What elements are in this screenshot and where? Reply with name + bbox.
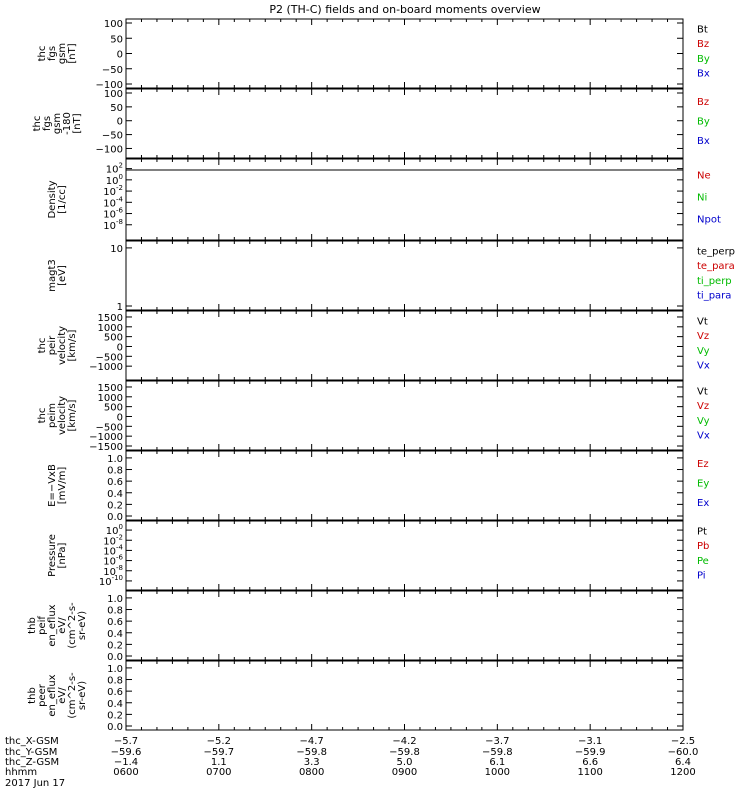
legend-entry-te_perp: te_perp (697, 246, 736, 258)
x-row-value: 0800 (298, 767, 325, 778)
y-axis-label: fgs (42, 115, 53, 132)
x-row-value: −3.1 (578, 736, 603, 747)
y-axis-label: thc (37, 45, 48, 62)
x-row-value: 1100 (577, 767, 603, 778)
x-row-value: −4.2 (392, 736, 417, 747)
panel-9 (27, 591, 683, 663)
y-tick-label: 0.0 (107, 652, 123, 663)
x-row-value: −59.6 (110, 747, 142, 758)
y-tick-label: 0.6 (107, 617, 123, 629)
y-axis-label: velocity (57, 325, 68, 366)
y-tick-label: $10^{-4}$ (103, 195, 123, 210)
y-axis-label: gsm (57, 42, 68, 65)
y-axis-label: magt3 (47, 259, 58, 292)
y-tick-label: −500 (95, 352, 123, 364)
legend-entry-ti_para: ti_para (697, 290, 732, 302)
panel-10 (27, 661, 683, 733)
panel-frame (126, 241, 683, 310)
legend-entry-vy: Vy (697, 345, 710, 357)
y-tick-label: $10^{-6}$ (103, 206, 123, 221)
y-axis-label: thc (37, 407, 48, 424)
y-tick-label: 0.6 (107, 477, 123, 489)
legend-entry-npot: Npot (697, 214, 721, 226)
y-axis-label: thc (32, 115, 43, 132)
y-tick-label: −500 (95, 422, 123, 434)
x-row-label: thc_X-GSM (5, 736, 59, 747)
x-row-value: 6.1 (489, 757, 506, 768)
y-tick-label: 1 (116, 302, 123, 313)
legend-entry-vy: Vy (697, 415, 710, 427)
x-row-value: 5.0 (396, 757, 413, 768)
y-tick-label: 0 (116, 116, 123, 128)
legend-entry-pi: Pi (697, 570, 706, 582)
y-tick-label: 100 (103, 89, 123, 100)
x-row-value: −2.5 (670, 736, 696, 747)
legend-entry-vx: Vx (697, 430, 710, 442)
y-tick-label: 50 (110, 102, 123, 114)
y-tick-label: 0.8 (107, 605, 123, 617)
legend-entry-vx: Vx (697, 360, 710, 372)
legend-entry-bx: Bx (697, 68, 710, 80)
x-row-value: 6.4 (675, 757, 691, 768)
panels-group (27, 19, 735, 733)
y-axis-label: -180 (62, 112, 73, 135)
y-axis-label: thb (27, 617, 38, 634)
y-axis-label: Density (47, 180, 58, 219)
legend-entry-bz: Bz (697, 96, 710, 108)
y-tick-label: 1000 (97, 392, 123, 404)
y-tick-label: $10^{-2}$ (103, 533, 123, 548)
x-row-value: −59.8 (296, 747, 327, 758)
y-axis-label: [km/s] (67, 329, 78, 362)
y-tick-label: 1500 (97, 382, 123, 394)
panel-3 (47, 159, 721, 240)
x-row-value: 0600 (113, 767, 139, 778)
x-row-value: −5.7 (113, 736, 139, 747)
y-tick-label: −50 (101, 64, 123, 76)
y-tick-label: 0 (116, 412, 123, 424)
panel-4 (47, 241, 735, 313)
y-axis-label: [nT] (67, 43, 78, 64)
y-axis-label: velocity (57, 395, 68, 436)
y-tick-label: 0.2 (107, 710, 123, 722)
x-row-value: −3.7 (485, 736, 510, 747)
y-tick-label: 1500 (97, 312, 123, 324)
x-row-value: 6.6 (582, 757, 599, 768)
y-axis-label: [km/s] (67, 399, 78, 432)
x-row-value: −59.8 (389, 747, 420, 758)
panel-2 (32, 89, 710, 158)
panel-frame (126, 381, 683, 450)
legend-entry-bz: Bz (697, 39, 710, 51)
y-tick-label: 0.4 (107, 698, 123, 710)
y-axis-label: peir (47, 335, 58, 356)
y-tick-label: 10 (110, 243, 123, 255)
y-axis-label: Pressure (47, 534, 58, 577)
y-tick-label: 0.2 (107, 640, 123, 652)
x-row-value: 1000 (484, 767, 511, 778)
y-tick-label: $10^{-6}$ (103, 553, 123, 568)
legend-entry-ex: Ex (697, 498, 710, 510)
x-row-value: 1200 (670, 767, 696, 778)
y-tick-label: −1500 (89, 442, 123, 453)
legend-entry-vt: Vt (697, 316, 708, 328)
panel-6 (37, 381, 710, 453)
x-row-value: −59.9 (574, 747, 606, 758)
x-row-value: −4.7 (299, 736, 324, 747)
y-tick-label: $10^{-4}$ (103, 543, 123, 558)
y-tick-label: 1.0 (107, 453, 123, 465)
x-row-value: 3.3 (303, 757, 320, 768)
legend-entry-te_para: te_para (697, 261, 735, 273)
y-axis-label: (cm^2-s- (67, 672, 78, 719)
y-axis-label: (cm^2-s- (67, 602, 78, 649)
legend-entry-vz: Vz (697, 331, 710, 343)
y-axis-label: sr-eV) (77, 610, 88, 641)
y-tick-label: $10^{-10}$ (98, 573, 123, 588)
legend-entry-ti_perp: ti_perp (697, 275, 732, 287)
panel-frame (126, 89, 683, 158)
y-axis-label: peif (37, 616, 48, 635)
legend-entry-by: By (697, 116, 710, 128)
legend-entry-ey: Ey (697, 478, 710, 490)
y-tick-label: 1.0 (107, 593, 123, 605)
legend-entry-pb: Pb (697, 541, 710, 553)
panel-1 (37, 19, 710, 91)
y-tick-label: 0.2 (107, 500, 123, 512)
y-tick-label: 0.6 (107, 687, 123, 699)
legend-entry-ne: Ne (697, 170, 711, 182)
y-tick-label: 500 (103, 332, 123, 344)
y-axis-label: peer (37, 684, 48, 707)
y-tick-label: $10^{-8}$ (103, 563, 123, 578)
y-axis-label: sr-eV) (77, 680, 88, 711)
legend-entry-by: By (697, 53, 710, 65)
x-axis-annotation (5, 736, 698, 789)
y-tick-label: −1000 (89, 432, 123, 444)
y-tick-label: −100 (95, 144, 123, 156)
y-axis-label: peim (47, 402, 58, 429)
y-axis-label: [nT] (72, 113, 83, 134)
y-tick-label: 0.8 (107, 675, 123, 687)
legend-entry-pe: Pe (697, 555, 709, 567)
panel-frame (126, 451, 683, 520)
y-axis-label: eV/ (57, 617, 68, 634)
x-row-value: −60.0 (667, 747, 699, 758)
legend-entry-bt: Bt (697, 24, 708, 36)
y-tick-label: 0.0 (107, 512, 123, 523)
panel-frame (126, 19, 683, 88)
y-tick-label: $10^0$ (105, 523, 123, 538)
y-tick-label: $10^0$ (105, 172, 123, 187)
panel-frame (126, 661, 683, 730)
x-row-label: thc_Y-GSM (5, 747, 58, 758)
y-tick-label: 0.0 (107, 722, 123, 733)
y-tick-label: 1000 (97, 322, 123, 334)
x-row-value: −59.7 (203, 747, 235, 758)
y-axis-label: eV/ (57, 687, 68, 704)
y-tick-label: 50 (110, 34, 123, 46)
y-tick-label: 0 (116, 342, 123, 354)
legend-entry-ni: Ni (697, 192, 708, 204)
y-axis-label: E=−VxB (47, 464, 58, 507)
x-row-value: 1.1 (210, 757, 227, 768)
y-tick-label: 0.4 (107, 628, 123, 640)
x-row-value: −5.2 (206, 736, 231, 747)
y-axis-label: en_eflux (47, 604, 58, 647)
panel-frame (126, 311, 683, 380)
legend-entry-vt: Vt (697, 386, 708, 398)
legend-entry-vz: Vz (697, 401, 710, 413)
legend-entry-ez: Ez (697, 458, 709, 470)
y-axis-label: thc (37, 337, 48, 354)
legend-entry-pt: Pt (697, 526, 707, 538)
date-label: 2017 Jun 17 (5, 778, 66, 789)
panel-7 (47, 451, 709, 523)
x-row-value: 0900 (391, 767, 418, 778)
y-tick-label: 100 (103, 19, 123, 30)
y-axis-label: [1/cc] (57, 185, 68, 214)
x-row-value: −59.8 (482, 747, 513, 758)
panel-5 (37, 311, 710, 380)
plot-title: P2 (TH-C) fields and on-board moments overview (269, 3, 541, 16)
y-tick-label: $10^2$ (105, 161, 123, 176)
y-tick-label: 1.0 (107, 663, 123, 675)
y-axis-label: [eV] (57, 265, 68, 286)
x-row-value: −1.4 (113, 757, 139, 768)
y-tick-label: $10^{-2}$ (103, 184, 123, 199)
x-row-label: hhmm (5, 767, 38, 778)
panel-frame (126, 591, 683, 660)
y-tick-label: 500 (103, 402, 123, 414)
y-tick-label: −1000 (89, 362, 123, 374)
y-tick-label: $10^{-8}$ (103, 217, 123, 232)
y-tick-label: 0.4 (107, 488, 123, 500)
y-tick-label: 0 (116, 49, 123, 61)
x-row-value: 0700 (206, 767, 232, 778)
y-tick-label: 0.8 (107, 465, 123, 477)
y-axis-label: en_eflux (47, 674, 58, 717)
y-tick-label: −100 (95, 80, 123, 91)
panel-frame (126, 521, 683, 590)
y-tick-label: −50 (101, 130, 123, 142)
legend-entry-bx: Bx (697, 136, 710, 148)
x-row-label: thc_Z-GSM (5, 757, 60, 768)
panel-frame (126, 159, 683, 240)
y-axis-label: [nPa] (57, 542, 68, 569)
y-axis-label: [mV/m] (57, 466, 68, 505)
y-axis-label: fgs (47, 45, 58, 62)
y-axis-label: thb (27, 687, 38, 704)
y-axis-label: gsm (52, 112, 63, 135)
panel-8 (47, 521, 709, 590)
